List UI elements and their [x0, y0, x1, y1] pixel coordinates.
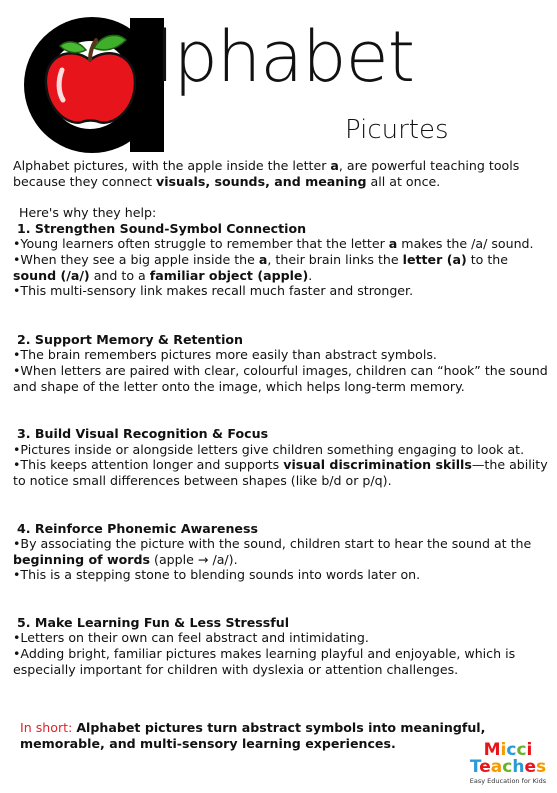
- logo-line-2: Teaches: [469, 757, 547, 777]
- section-3: [13, 426, 553, 488]
- bullet: •The brain remembers pictures more easily than abstract symbols.: [13, 347, 437, 363]
- bullet: •This multi-sensory link makes recall much faster and stronger.: [13, 283, 414, 299]
- section-title: 5. Make Learning Fun & Less Stressful: [17, 614, 290, 630]
- why-heading: Here's why they help:: [19, 205, 157, 221]
- bullet: •This keeps attention longer and supports visual discrimination skills—the ability to notice small differences between shapes (like b/d or p/q).: [13, 457, 548, 488]
- bullet: •Young learners often struggle to remember that the letter a makes the /a/ sound.: [13, 236, 534, 252]
- section-4: [13, 521, 553, 583]
- logo-tagline: Easy Education for Kids: [469, 777, 547, 785]
- page-subtitle: Picurtes: [345, 115, 449, 145]
- bullet: •When letters are paired with clear, colourful images, children can “hook” the sound and shape of the letter onto the image, which helps long-term memory.: [13, 362, 548, 394]
- page-title: lphabet: [155, 16, 415, 98]
- bullet: •Pictures inside or alongside letters give children something engaging to look at.: [13, 441, 525, 457]
- bullet: •Letters on their own can feel abstract and intimidating.: [13, 630, 369, 646]
- intro-paragraph: Alphabet pictures, with the apple inside the letter a, are powerful teaching tools because they connect visuals, sounds, and meaning all at once.: [13, 158, 520, 189]
- page-header: [0, 0, 557, 150]
- article-body: [13, 158, 553, 677]
- section-2: [13, 332, 553, 394]
- section-title: 4. Reinforce Phonemic Awareness: [17, 520, 258, 536]
- bullet: •Adding bright, familiar pictures makes learning playful and enjoyable, which is especially important for children with dyslexia or attention challenges.: [13, 646, 516, 677]
- section-5: [13, 615, 553, 677]
- brand-logo: [468, 742, 548, 787]
- section-title: 2. Support Memory & Retention: [17, 331, 244, 347]
- section-title: 3. Build Visual Recognition & Focus: [17, 426, 269, 442]
- section-1: [13, 221, 553, 299]
- logo-line-1: Micci: [483, 740, 533, 760]
- section-title: 1. Strengthen Sound-Symbol Connection: [17, 220, 307, 236]
- letter-a-apple-icon: [22, 10, 172, 155]
- bullet: •When they see a big apple inside the a, their brain links the letter (a) to the sound (/a/) and to a familiar object (apple).: [13, 251, 509, 283]
- bullet: •This is a stepping stone to blending sounds into words later on.: [13, 567, 421, 583]
- summary-text: Alphabet pictures turn abstract symbols into meaningful, memorable, and multi-sensory learning experiences.: [20, 720, 486, 751]
- bullet: •By associating the picture with the sound, children start to hear the sound at the beginning of words (apple → /a/).: [13, 536, 532, 567]
- summary-label: In short:: [20, 720, 77, 735]
